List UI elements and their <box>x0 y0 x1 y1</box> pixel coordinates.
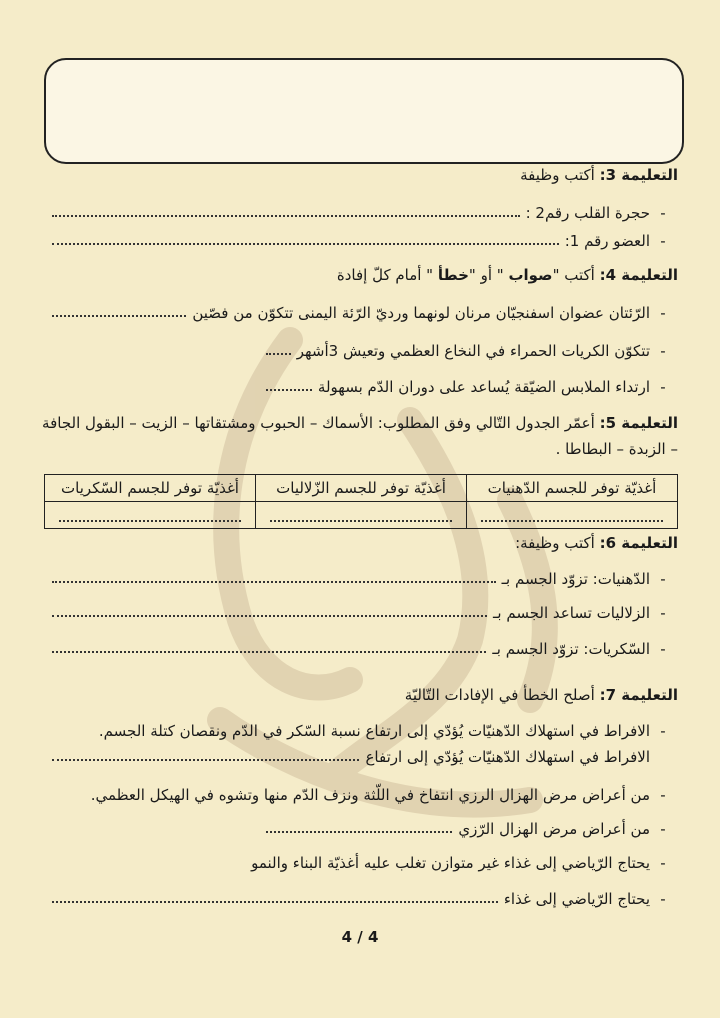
instruction-4-text-mid: " أو " <box>468 266 509 284</box>
instruction-5-label: التعليمة 5: <box>599 414 678 432</box>
instruction-7-text: أصلح الخطأ في الإفادات التّاليّة <box>404 686 600 704</box>
answer-line[interactable] <box>52 650 486 653</box>
q4-item-1-text: الرّئتان عضوان اسفنجيّان مرنان لونهما ورديّ الرّئة اليمنى تتكوّن من فصّين <box>192 304 650 322</box>
q3-item-1: - حجرة القلب رقم2 : <box>46 204 676 222</box>
instruction-5-text: أعمّر الجدول التّالي وفق المطلوب: الأسماك – الحبوب ومشتقاتها – الزيت – البقول الجافة – الزبدة – البطاطا . <box>42 414 678 458</box>
q7-fix-2-text: من أعراض مرض الهزال الرّزي <box>458 820 650 838</box>
q7-fix-1-text: الافراط في استهلاك الدّهنيّات يُؤدّي إلى ارتفاع <box>365 748 650 766</box>
q3-item-2-text: العضو رقم 1: <box>564 232 650 250</box>
food-table <box>44 474 678 529</box>
table-cell-fats[interactable] <box>467 502 678 529</box>
answer-line[interactable] <box>52 758 359 761</box>
instruction-4-text-pre: أكتب " <box>552 266 600 284</box>
answer-line[interactable] <box>52 242 559 245</box>
table-cell-sugars[interactable] <box>45 502 256 529</box>
q7-sentence-2: - من أعراض مرض الهزال الرزي انتفاخ في اللّثة ونزف الدّم منها وتشوه في الهيكل العظمي. <box>90 786 666 804</box>
q6-item-3-text: السّكريات: تزوّد الجسم بـ <box>492 640 650 658</box>
instruction-7 <box>405 686 678 704</box>
q7-sentence-3-text: يحتاج الرّياضي إلى غذاء غير متوازن تغلب عليه أغذيّة البناء والنمو <box>251 854 650 872</box>
table-cell-proteins[interactable] <box>256 502 467 529</box>
word-false: خطأ <box>437 266 469 284</box>
q7-sentence-1: - الافراط في استهلاك الدّهنيّات يُؤدّي إلى ارتفاع نسبة السّكر في الدّم ونقصان كتلة الجسم. <box>98 722 666 740</box>
instruction-5 <box>38 410 678 462</box>
instruction-4 <box>337 266 678 284</box>
q7-sentence-1-text: الافراط في استهلاك الدّهنيّات يُؤدّي إلى ارتفاع نسبة السّكر في الدّم ونقصان كتلة الجسم. <box>98 722 650 740</box>
word-true: صواب <box>508 266 553 284</box>
q7-fix-3: - يحتاج الرّياضي إلى غذاء <box>46 890 676 908</box>
instruction-6-label: التعليمة 6: <box>599 534 678 552</box>
instruction-6 <box>515 534 678 552</box>
answer-line[interactable] <box>266 352 291 355</box>
answer-line[interactable] <box>52 900 498 903</box>
answer-line[interactable] <box>266 830 452 833</box>
answer-line[interactable] <box>52 580 496 583</box>
q7-sentence-3: - يحتاج الرّياضي إلى غذاء غير متوازن تغلب عليه أغذيّة البناء والنمو <box>251 854 666 872</box>
instruction-4-label: التعليمة 4: <box>599 266 678 284</box>
instruction-3 <box>520 166 678 184</box>
instruction-4-text-post: " أمام كلّ إفادة <box>336 266 438 284</box>
q6-item-1-text: الدّهنيات: تزوّد الجسم بـ <box>501 570 650 588</box>
answer-line[interactable] <box>52 314 186 317</box>
q6-item-1: - الدّهنيات: تزوّد الجسم بـ <box>46 570 676 588</box>
answer-line[interactable] <box>266 388 312 391</box>
q7-fix-2: - من أعراض مرض الهزال الرّزي <box>46 820 676 838</box>
q6-item-2: - الزلاليات تساعد الجسم بـ <box>46 604 676 622</box>
q4-item-2-text: تتكوّن الكريات الحمراء في النخاع العظمي وتعيش 3أشهر <box>296 342 650 360</box>
answer-line[interactable] <box>52 614 487 617</box>
table-header-fats: أغذيّة توفر للجسم الدّهنيات <box>467 475 678 502</box>
q3-item-2: - العضو رقم 1: <box>46 232 676 250</box>
instruction-3-label: التعليمة 3: <box>599 166 678 184</box>
q7-sentence-2-text: من أعراض مرض الهزال الرزي انتفاخ في اللّثة ونزف الدّم منها وتشوه في الهيكل العظمي. <box>90 786 650 804</box>
q7-fix-1 <box>46 748 650 766</box>
q3-item-1-text: حجرة القلب رقم2 : <box>525 204 650 222</box>
q6-item-3: - السّكريات: تزوّد الجسم بـ <box>46 640 676 658</box>
table-header-proteins: أغذيّة توفر للجسم الزّلاليات <box>256 475 467 502</box>
instruction-6-text: أكتب وظيفة: <box>515 534 600 552</box>
table-header-sugars: أغذيّة توفر للجسم السّكريات <box>45 475 256 502</box>
q4-item-1: - الرّئتان عضوان اسفنجيّان مرنان لونهما ورديّ الرّئة اليمنى تتكوّن من فصّين <box>46 304 676 322</box>
q6-item-2-text: الزلاليات تساعد الجسم بـ <box>493 604 650 622</box>
q4-item-3-text: ارتداء الملابس الضيّقة يُساعد على دوران الدّم بسهولة <box>317 378 650 396</box>
instruction-7-label: التعليمة 7: <box>599 686 678 704</box>
instruction-3-text: أكتب وظيفة <box>520 166 600 184</box>
page-number: 4 / 4 <box>341 928 379 946</box>
answer-line[interactable] <box>52 214 520 217</box>
q7-fix-3-text: يحتاج الرّياضي إلى غذاء <box>503 890 650 908</box>
q4-item-3: - ارتداء الملابس الضيّقة يُساعد على دوران الدّم بسهولة <box>46 378 676 396</box>
q4-item-2: - تتكوّن الكريات الحمراء في النخاع العظمي وتعيش 3أشهر <box>46 342 676 360</box>
header-box <box>44 58 684 164</box>
